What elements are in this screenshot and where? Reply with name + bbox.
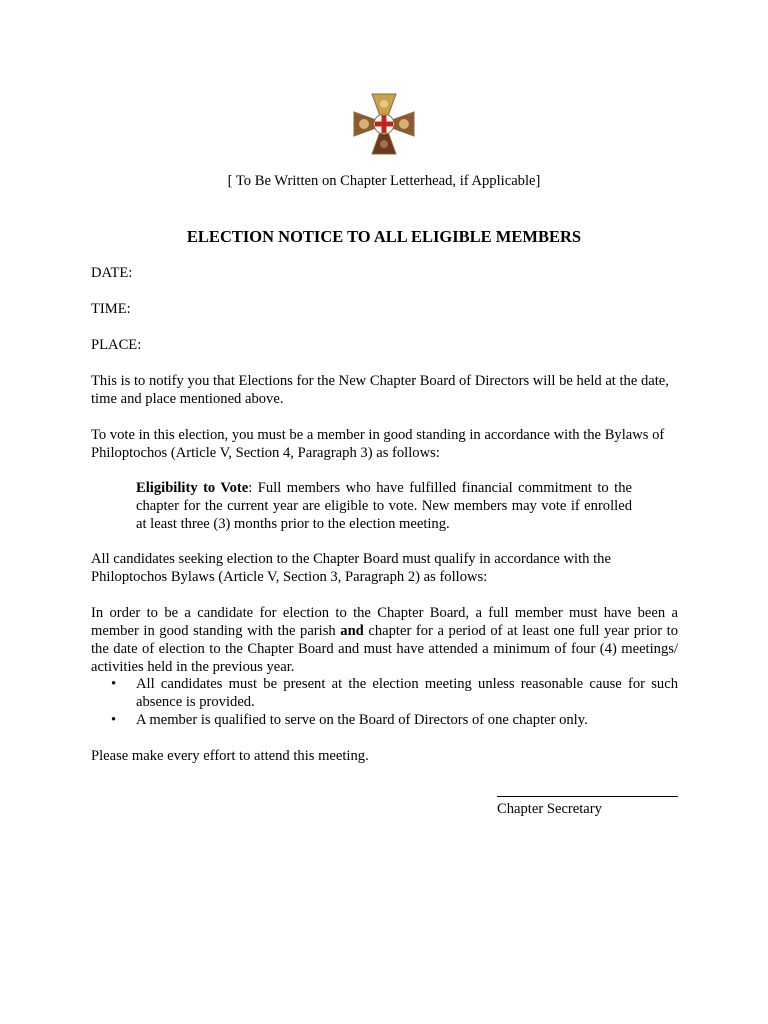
qualification-bold-and: and: [340, 623, 364, 639]
candidate-rules-list: [91, 675, 678, 729]
signature-label: Chapter Secretary: [497, 801, 602, 817]
list-item: [91, 675, 678, 711]
date-field: DATE:: [91, 265, 133, 281]
letterhead-note: [ To Be Written on Chapter Letterhead, if Applicable]: [227, 173, 541, 189]
place-field: PLACE:: [91, 337, 142, 353]
voting-requirements-paragraph: To vote in this election, you must be a member in good standing in accordance with the Bylaws of Philoptochos (Article V, Section 4, Paragraph 3) as follows:: [91, 427, 665, 461]
candidate-requirements-paragraph: All candidates seeking election to the Chapter Board must qualify in accordance with the Philoptochos Bylaws (Article V, Section 3, Paragraph 2) as follows:: [91, 551, 611, 585]
cross-icon: [352, 92, 416, 156]
list-item: [91, 711, 678, 729]
signature-line: [497, 796, 678, 797]
time-field: TIME:: [91, 301, 131, 317]
closing-paragraph: Please make every effort to attend this meeting.: [91, 748, 369, 764]
candidate-qualification-paragraph: [91, 604, 678, 676]
list-item-text: All candidates must be present at the election meeting unless reasonable cause for such absence is provided.: [136, 676, 678, 710]
eligibility-block: [136, 479, 632, 533]
bullet-icon: •: [111, 712, 117, 728]
page-title: ELECTION NOTICE TO ALL ELIGIBLE MEMBERS: [186, 227, 582, 246]
bullet-icon: •: [111, 676, 117, 692]
qualification-text-end: chapter for a period of at least one full year prior to the date of election to the Chapter Board and must have attended a minimum of four (4) meetings/ activities held in the previous year.: [91, 623, 678, 675]
notice-paragraph: This is to notify you that Elections for the New Chapter Board of Directors will be held at the date, time and place mentioned above.: [91, 373, 669, 407]
eligibility-text: : Full members who have fulfilled financial commitment to the chapter for the current year are eligible to vote. New members may vote if enrolled at least three (3) months prior to the election meeting.: [136, 480, 632, 532]
list-item-text: A member is qualified to serve on the Board of Directors of one chapter only.: [136, 712, 588, 728]
eligibility-label: Eligibility to Vote: [136, 480, 249, 496]
qualification-text-start: In order to be a candidate for election to the Chapter Board, a full member must have been a member in good standing with the parish: [91, 605, 678, 639]
